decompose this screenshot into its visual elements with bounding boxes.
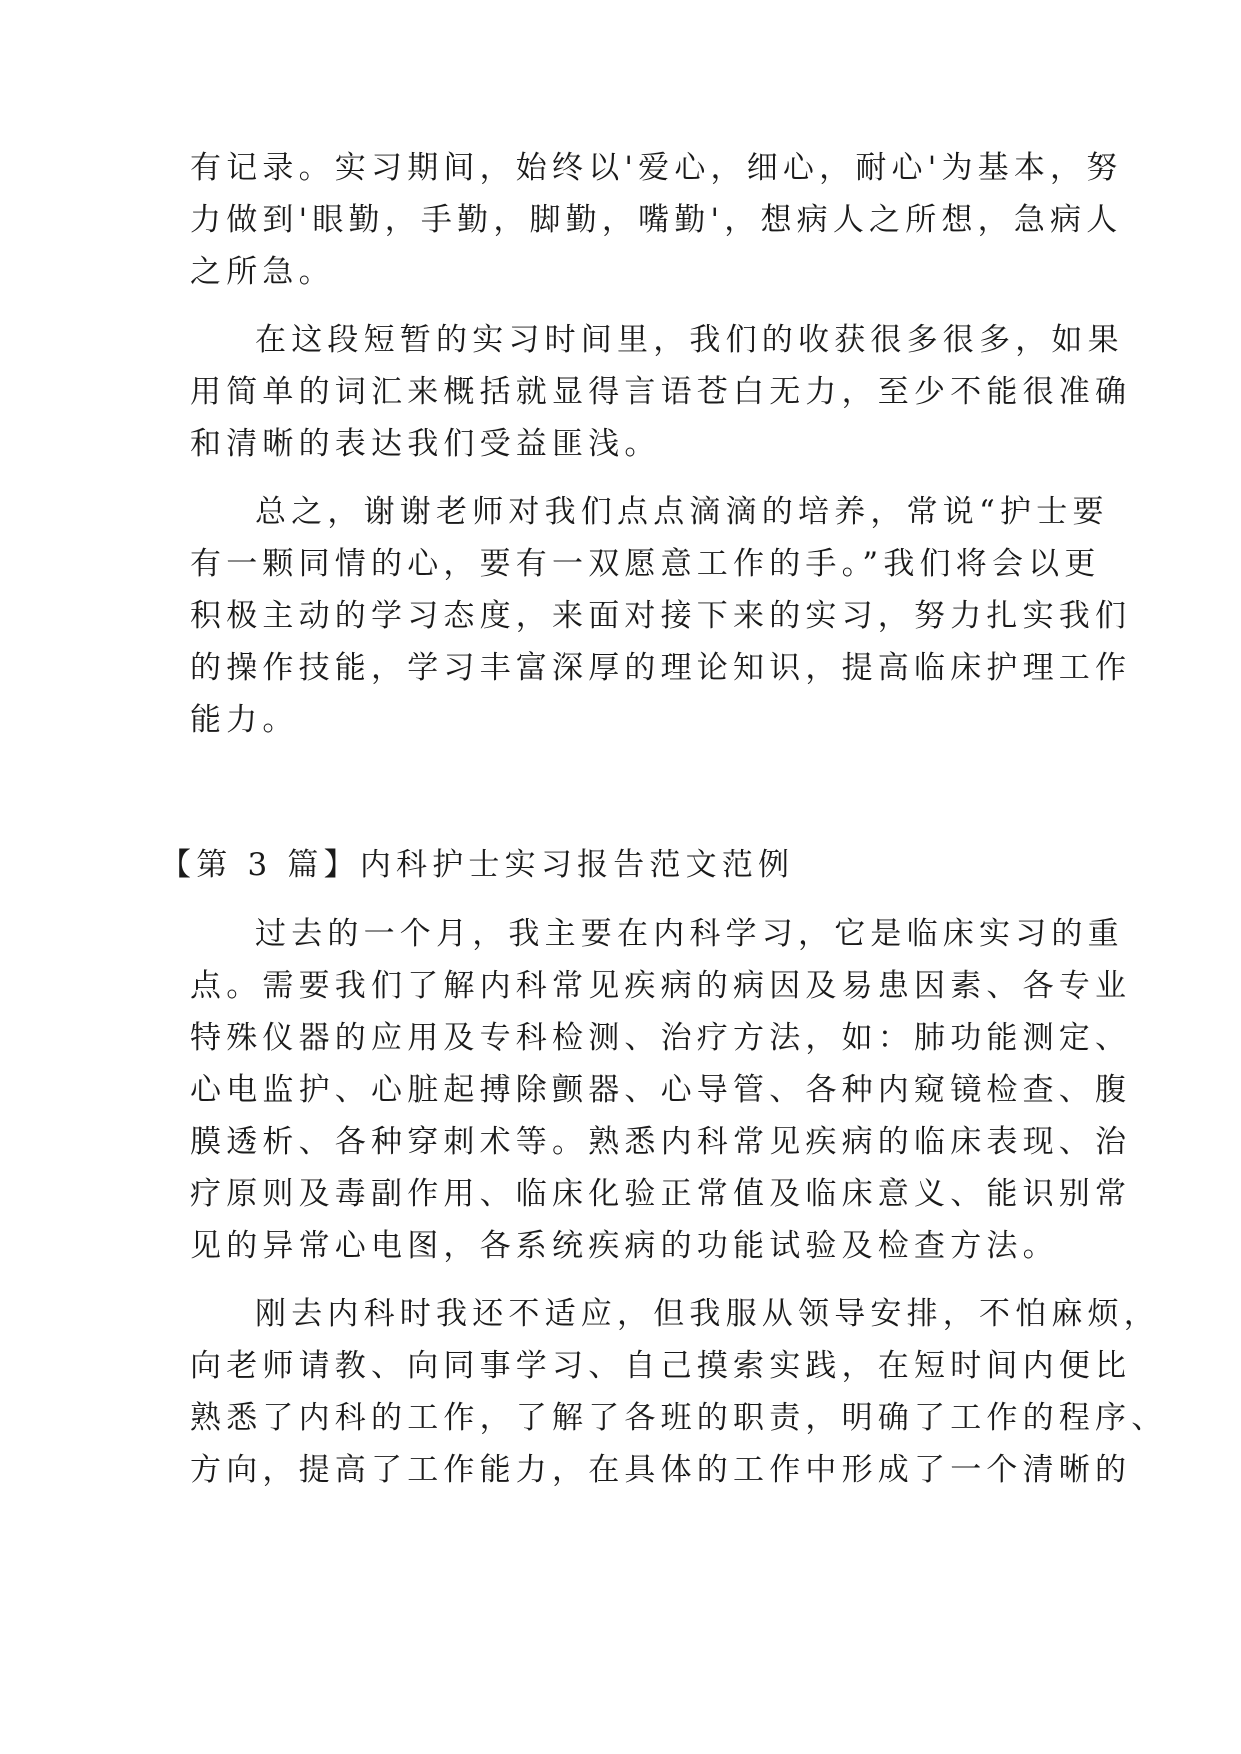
text-line: 有记录。实习期间，始终以'爱心，细心，耐心'为基本，努 bbox=[190, 150, 1123, 186]
text-line: 积极主动的学习态度，来面对接下来的实习，努力扎实我们 bbox=[190, 598, 1132, 634]
paragraph-first-line: 刚去内科时我还不适应，但我服从领导安排，不怕麻烦， bbox=[255, 1296, 1160, 1332]
paragraph-first-line: 总之，谢谢老师对我们点点滴滴的培养，常说“护士要 bbox=[255, 494, 1109, 530]
text-line: 点。需要我们了解内科常见疾病的病因及易患因素、各专业 bbox=[190, 968, 1132, 1004]
paragraph-first-line: 在这段短暂的实习时间里，我们的收获很多很多，如果 bbox=[255, 322, 1124, 358]
text-line: 有一颗同情的心，要有一双愿意工作的手。”我们将会以更 bbox=[190, 546, 1101, 582]
text-line: 方向，提高了工作能力，在具体的工作中形成了一个清晰的 bbox=[190, 1452, 1132, 1488]
text-line: 能力。 bbox=[190, 702, 299, 738]
text-line: 力做到'眼勤，手勤，脚勤，嘴勤'，想病人之所想，急病人 bbox=[190, 202, 1123, 238]
text-line: 特殊仪器的应用及专科检测、治疗方法，如：肺功能测定、 bbox=[190, 1020, 1132, 1056]
text-line: 和清晰的表达我们受益匪浅。 bbox=[190, 426, 661, 462]
text-line: 心电监护、心脏起搏除颤器、心导管、各种内窥镜检查、腹 bbox=[190, 1072, 1132, 1108]
text-line: 向老师请教、向同事学习、自己摸索实践，在短时间内便比 bbox=[190, 1348, 1132, 1384]
paragraph-first-line: 过去的一个月，我主要在内科学习，它是临床实习的重 bbox=[255, 916, 1124, 952]
text-line: 膜透析、各种穿刺术等。熟悉内科常见疾病的临床表现、治 bbox=[190, 1124, 1132, 1160]
text-line: 疗原则及毒副作用、临床化验正常值及临床意义、能识别常 bbox=[190, 1176, 1132, 1212]
text-line: 的操作技能，学习丰富深厚的理论知识，提高临床护理工作 bbox=[190, 650, 1132, 686]
text-line: 之所急。 bbox=[190, 254, 335, 290]
section-heading: 【第 3 篇】内科护士实习报告范文范例 bbox=[160, 847, 795, 883]
text-line: 见的异常心电图，各系统疾病的功能试验及检查方法。 bbox=[190, 1228, 1059, 1264]
text-line: 用简单的词汇来概括就显得言语苍白无力，至少不能很准确 bbox=[190, 374, 1132, 410]
text-line: 熟悉了内科的工作，了解了各班的职责，明确了工作的程序、 bbox=[190, 1400, 1168, 1436]
